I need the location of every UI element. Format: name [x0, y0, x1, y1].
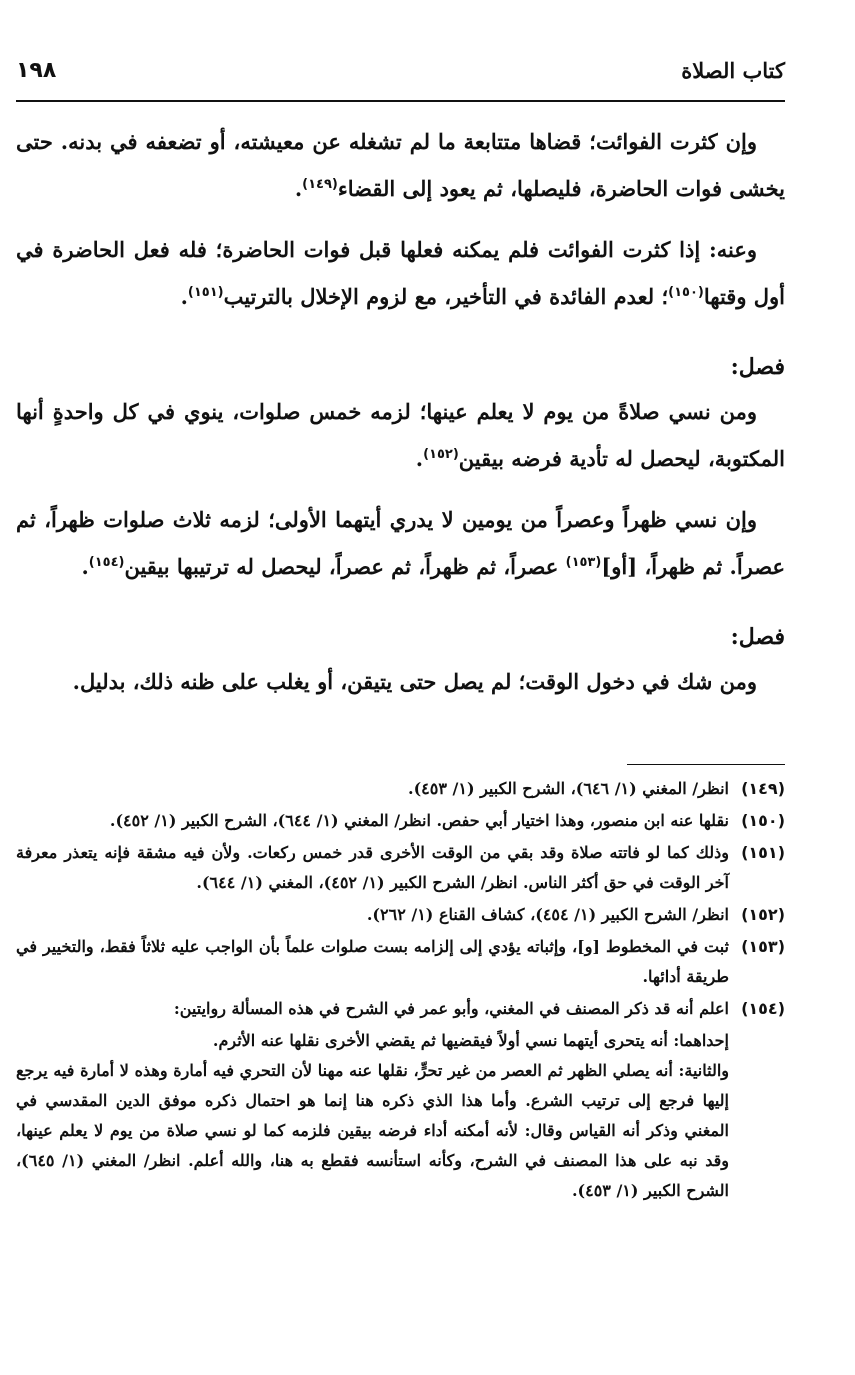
footnote-number: (١٥٤)	[741, 999, 785, 1018]
footnotes	[16, 774, 785, 1206]
footnote-154-first-narration	[16, 1026, 729, 1056]
paragraph-1	[16, 118, 785, 212]
paragraph-4-end: .	[81, 554, 89, 579]
footnote-149	[16, 774, 785, 804]
footnote-ref-152: (١٥٢)	[423, 447, 459, 462]
footnote-153	[16, 932, 785, 992]
paragraph-3	[16, 388, 785, 482]
paragraph-2-text-b: ؛ لعدم الفائدة في التأخير، مع لزوم الإخلال بالترتيب	[223, 284, 669, 309]
narration-text: أنه يصلي الظهر ثم العصر من غير تحرٍّ، نقلها عنه مهنا لأن التحري فيه أمارة وهذه لا أمارة فيه يرجع إليها فرجع إلى ترتيب الشرع. وأما هذا الذي ذكره هنا إنما هو احتمال ذكره موفق الدين المقدسي في المغني وذكر أنه القياس وقال: لأنه أمكنه أداء فرضه بيقين فلزمه كما لو نسي صلاة من يوم لا يعلم عينها، وقد نبه على هذا المصنف في الشرح، وكأنه استأنسه فقطع به هنا، والله أعلم. انظر/ المغني (١/ ٦٤٥)، الشرح الكبير (١/ ٤٥٣).	[16, 1061, 729, 1200]
running-title: كتاب الصلاة	[681, 58, 785, 83]
paragraph-1-text: وإن كثرت الفوائت؛ قضاها متتابعة ما لم تشغله عن معيشته، أو تضعفه في بدنه. حتى يخشى فوات الحاضرة، فليصلها، ثم يعود إلى القضاء	[16, 129, 785, 201]
paragraph-2-text-a: وعنه: إذا كثرت الفوائت فلم يمكنه فعلها قبل فوات الحاضرة؛ فله فعل الحاضرة في أول وقتها	[16, 237, 785, 309]
footnote-150	[16, 806, 785, 836]
paragraph-2	[16, 226, 785, 320]
footnote-154	[16, 994, 785, 1024]
footnote-text: نقلها عنه ابن منصور، وهذا اختيار أبي حفص. انظر/ المغني (١/ ٦٤٤)، الشرح الكبير (١/ ٤٥٢).	[109, 811, 729, 830]
paragraph-5-text: ومن شك في دخول الوقت؛ لم يصل حتى يتيقن، أو يغلب على ظنه ذلك، بدليل.	[72, 669, 757, 694]
section-heading-2: فصل:	[730, 624, 785, 650]
paragraph-4	[16, 496, 785, 590]
paragraph-3-text: ومن نسي صلاةً من يوم لا يعلم عينها؛ لزمه خمس صلوات، ينوي في كل واحدةٍ أنها المكتوبة، ليحصل له تأدية فرضه بيقين	[16, 399, 785, 471]
paragraph-1-end: .	[294, 176, 303, 201]
narration-lead: إحداهما:	[673, 1031, 729, 1050]
footnote-154-second-narration	[16, 1056, 729, 1206]
narration-text: أنه يتحرى أيتهما نسي أولاً فيقضيها ثم يقضي الأخرى نقلها عنه الأثرم.	[212, 1031, 674, 1050]
footnote-152	[16, 900, 785, 930]
footnote-text: وذلك كما لو فاتته صلاة وقد بقي من الوقت الأخرى قدر خمس ركعات. ولأن فيه مشقة فإنه يتعذر معرفة آخر الوقت في حق أكثر الناس. انظر/ الشرح الكبير (١/ ٤٥٢)، المغني (١/ ٦٤٤).	[16, 843, 729, 892]
footnote-text: ثبت في المخطوط [و]، وإثباته يؤدي إلى إلزامه بست صلوات علماً بأن الواجب عليه ثلاثاً فقط، والتخيير في طريقة أدائها.	[16, 937, 729, 986]
footnote-number: (١٤٩)	[741, 779, 785, 798]
main-text	[16, 118, 785, 719]
paragraph-5	[16, 658, 785, 705]
page-header	[16, 58, 785, 88]
footnote-number: (١٥٢)	[741, 905, 785, 924]
footnote-151	[16, 838, 785, 898]
page-number: ١٩٨	[16, 58, 57, 83]
narration-lead: والثانية:	[678, 1061, 729, 1080]
paragraph-4-text-b: عصراً، ثم ظهراً، ثم عصراً، ليحصل له ترتيبها بيقين	[124, 554, 566, 579]
footnote-ref-149: (١٤٩)	[302, 177, 338, 192]
footnote-number: (١٥٣)	[741, 937, 785, 956]
header-rule	[16, 100, 785, 102]
footnote-ref-154: (١٥٤)	[88, 555, 125, 570]
section-heading-1: فصل:	[730, 354, 785, 380]
footnote-separator	[627, 764, 785, 765]
footnote-number: (١٥٠)	[741, 811, 785, 830]
footnote-ref-153: (١٥٣)	[565, 555, 602, 570]
footnote-ref-151: (١٥١)	[187, 285, 224, 300]
footnote-text: انظر/ المغني (١/ ٦٤٦)، الشرح الكبير (١/ ٤٥٣).	[408, 779, 729, 798]
paragraph-4-text-a: وإن نسي ظهراً وعصراً من يومين لا يدري أيتهما الأولى؛ لزمه ثلاث صلوات ظهراً، ثم عصراً. ثم ظهراً، [أو]	[16, 507, 785, 579]
footnote-text: انظر/ الشرح الكبير (١/ ٤٥٤)، كشاف القناع (١/ ٢٦٢).	[366, 905, 729, 924]
paragraph-2-end: .	[180, 284, 188, 309]
footnote-text: اعلم أنه قد ذكر المصنف في المغني، وأبو عمر في الشرح في هذه المسألة روايتين:	[173, 999, 729, 1018]
paragraph-3-end: .	[415, 446, 424, 471]
footnote-ref-150: (١٥٠)	[668, 285, 704, 300]
footnote-number: (١٥١)	[741, 843, 785, 862]
